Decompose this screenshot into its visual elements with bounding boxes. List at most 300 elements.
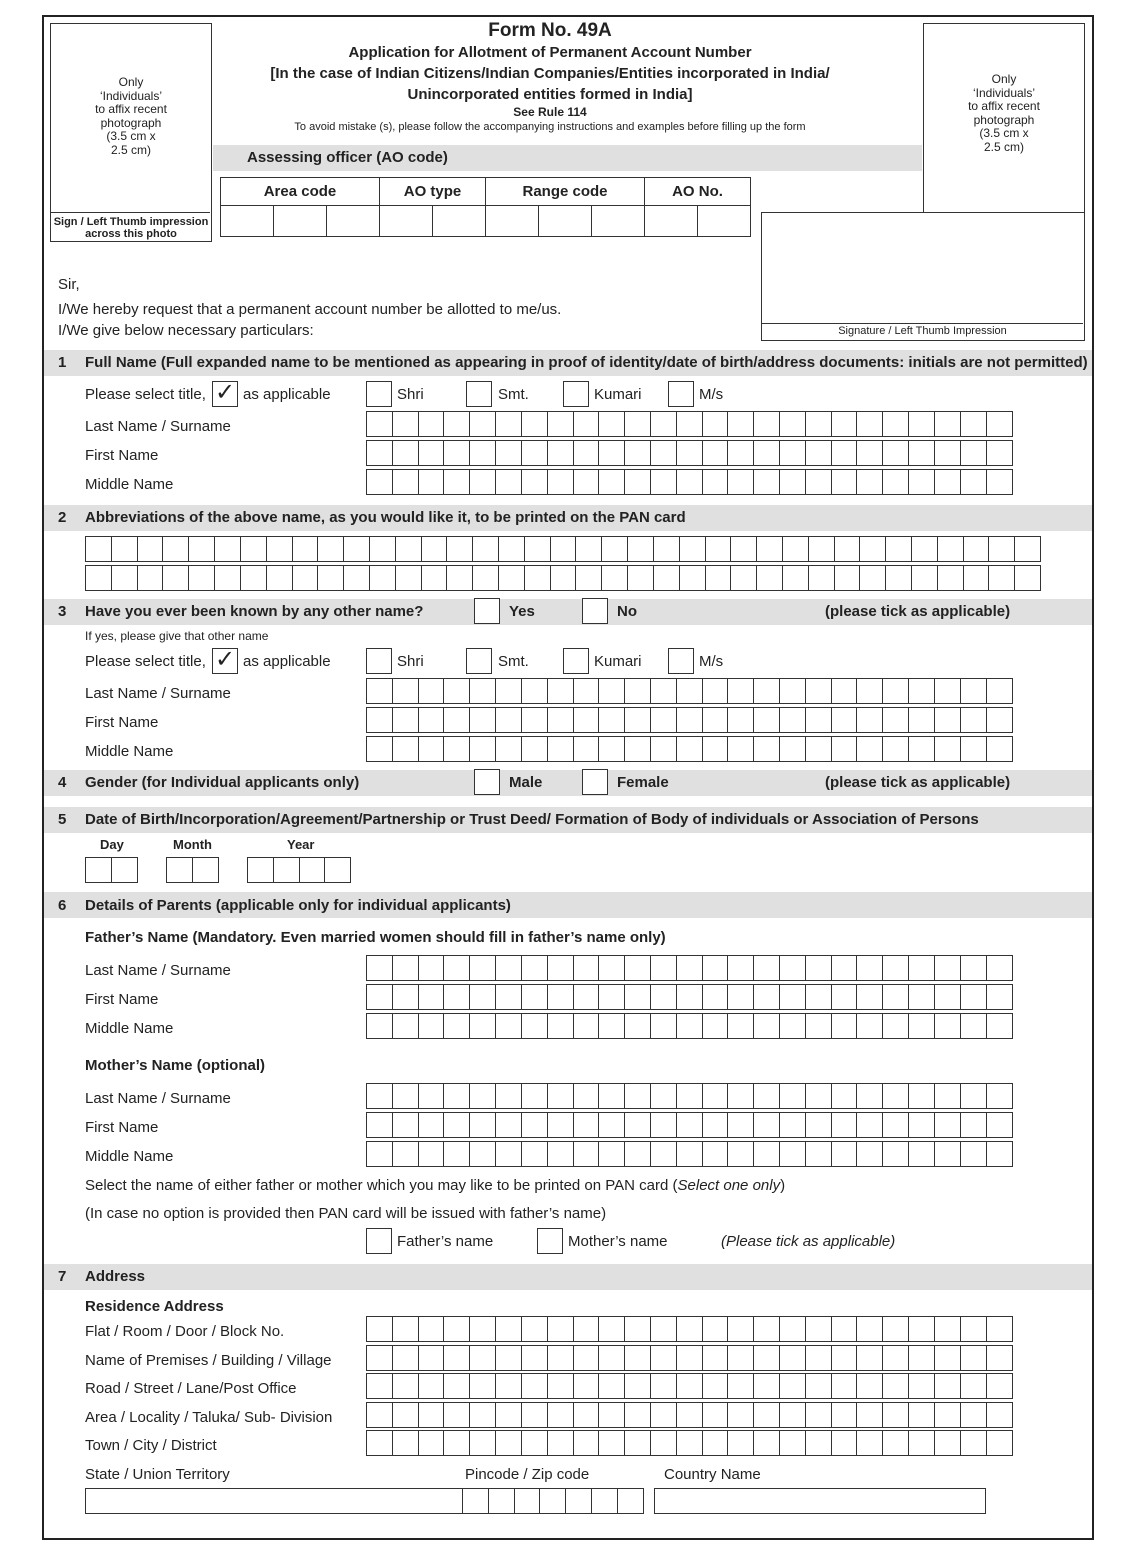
char-cell[interactable] [392, 1430, 419, 1456]
father-first-name-grid[interactable] [366, 984, 1011, 1010]
char-cell[interactable] [443, 1373, 470, 1399]
char-cell[interactable] [366, 1112, 393, 1138]
char-cell[interactable] [753, 984, 780, 1010]
char-cell[interactable] [831, 1345, 858, 1371]
char-cell[interactable] [521, 678, 548, 704]
char-cell[interactable] [624, 1112, 651, 1138]
char-cell[interactable] [624, 1402, 651, 1428]
char-cell[interactable] [495, 1345, 522, 1371]
char-cell[interactable] [624, 678, 651, 704]
char-cell[interactable] [495, 1316, 522, 1342]
char-cell[interactable] [624, 1430, 651, 1456]
char-cell[interactable] [779, 736, 806, 762]
char-cell[interactable] [547, 1013, 574, 1039]
char-cell[interactable] [446, 536, 473, 562]
char-cell[interactable] [650, 411, 677, 437]
char-cell[interactable] [908, 1345, 935, 1371]
char-cell[interactable] [805, 1112, 832, 1138]
char-cell[interactable] [418, 1112, 445, 1138]
char-cell[interactable] [934, 736, 961, 762]
char-cell[interactable] [624, 440, 651, 466]
char-cell[interactable] [650, 736, 677, 762]
char-cell[interactable] [908, 469, 935, 495]
char-cell[interactable] [934, 1013, 961, 1039]
char-cell[interactable] [934, 1112, 961, 1138]
char-cell[interactable] [908, 955, 935, 981]
char-cell[interactable] [960, 955, 987, 981]
char-cell[interactable] [934, 678, 961, 704]
dob-day-grid[interactable] [85, 857, 137, 883]
char-cell[interactable] [575, 565, 602, 591]
char-cell[interactable] [598, 1112, 625, 1138]
char-cell[interactable] [650, 1013, 677, 1039]
char-cell[interactable] [418, 1316, 445, 1342]
char-cell[interactable] [624, 411, 651, 437]
char-cell[interactable] [831, 1141, 858, 1167]
char-cell[interactable] [469, 1402, 496, 1428]
other-middle-name-grid[interactable] [366, 736, 1011, 762]
first-name-grid[interactable] [366, 440, 1011, 466]
char-cell[interactable] [573, 1083, 600, 1109]
char-cell[interactable] [495, 1402, 522, 1428]
char-cell[interactable] [324, 857, 351, 883]
char-cell[interactable] [856, 1083, 883, 1109]
char-cell[interactable] [443, 411, 470, 437]
char-cell[interactable] [702, 955, 729, 981]
char-cell[interactable] [192, 857, 219, 883]
char-cell[interactable] [1014, 536, 1041, 562]
char-cell[interactable] [443, 736, 470, 762]
char-cell[interactable] [831, 1316, 858, 1342]
char-cell[interactable] [469, 1141, 496, 1167]
char-cell[interactable] [591, 1488, 618, 1514]
char-cell[interactable] [137, 565, 164, 591]
char-cell[interactable] [547, 678, 574, 704]
char-cell[interactable] [573, 411, 600, 437]
char-cell[interactable] [831, 1083, 858, 1109]
char-cell[interactable] [882, 678, 909, 704]
char-cell[interactable] [831, 1112, 858, 1138]
flat-grid[interactable] [366, 1316, 1011, 1342]
char-cell[interactable] [856, 1316, 883, 1342]
char-cell[interactable] [418, 678, 445, 704]
mother-first-name-grid[interactable] [366, 1112, 1011, 1138]
char-cell[interactable] [521, 1316, 548, 1342]
char-cell[interactable] [469, 1316, 496, 1342]
char-cell[interactable] [963, 536, 990, 562]
char-cell[interactable] [598, 440, 625, 466]
char-cell[interactable] [650, 955, 677, 981]
char-cell[interactable] [392, 411, 419, 437]
char-cell[interactable] [831, 1430, 858, 1456]
char-cell[interactable] [676, 1402, 703, 1428]
char-cell[interactable] [495, 984, 522, 1010]
char-cell[interactable] [469, 736, 496, 762]
char-cell[interactable] [421, 536, 448, 562]
char-cell[interactable] [805, 469, 832, 495]
char-cell[interactable] [653, 565, 680, 591]
char-cell[interactable] [547, 1430, 574, 1456]
char-cell[interactable] [753, 1083, 780, 1109]
char-cell[interactable] [986, 955, 1013, 981]
char-cell[interactable] [756, 536, 783, 562]
ao-cell[interactable] [486, 206, 539, 237]
char-cell[interactable] [960, 1083, 987, 1109]
char-cell[interactable] [366, 1141, 393, 1167]
char-cell[interactable] [495, 1141, 522, 1167]
char-cell[interactable] [627, 565, 654, 591]
char-cell[interactable] [805, 678, 832, 704]
char-cell[interactable] [573, 1013, 600, 1039]
print-fathers-name-checkbox[interactable] [366, 1228, 392, 1254]
char-cell[interactable] [960, 1402, 987, 1428]
char-cell[interactable] [679, 565, 706, 591]
char-cell[interactable] [521, 1112, 548, 1138]
char-cell[interactable] [443, 707, 470, 733]
char-cell[interactable] [650, 469, 677, 495]
char-cell[interactable] [805, 955, 832, 981]
char-cell[interactable] [547, 1316, 574, 1342]
father-middle-name-grid[interactable] [366, 1013, 1011, 1039]
char-cell[interactable] [676, 411, 703, 437]
char-cell[interactable] [908, 984, 935, 1010]
char-cell[interactable] [443, 955, 470, 981]
char-cell[interactable] [369, 536, 396, 562]
char-cell[interactable] [779, 411, 806, 437]
char-cell[interactable] [469, 1430, 496, 1456]
char-cell[interactable] [934, 955, 961, 981]
char-cell[interactable] [937, 536, 964, 562]
char-cell[interactable] [882, 1316, 909, 1342]
char-cell[interactable] [598, 1083, 625, 1109]
char-cell[interactable] [882, 707, 909, 733]
char-cell[interactable] [705, 536, 732, 562]
title-smt-checkbox[interactable] [466, 381, 492, 407]
char-cell[interactable] [934, 469, 961, 495]
char-cell[interactable] [418, 440, 445, 466]
char-cell[interactable] [882, 984, 909, 1010]
char-cell[interactable] [856, 1373, 883, 1399]
char-cell[interactable] [856, 1345, 883, 1371]
char-cell[interactable] [882, 1112, 909, 1138]
char-cell[interactable] [598, 736, 625, 762]
char-cell[interactable] [960, 1112, 987, 1138]
father-last-name-grid[interactable] [366, 955, 1011, 981]
char-cell[interactable] [392, 1373, 419, 1399]
char-cell[interactable] [214, 536, 241, 562]
char-cell[interactable] [831, 984, 858, 1010]
char-cell[interactable] [575, 536, 602, 562]
char-cell[interactable] [986, 1141, 1013, 1167]
char-cell[interactable] [392, 1013, 419, 1039]
char-cell[interactable] [521, 1430, 548, 1456]
other-title-smt-checkbox[interactable] [466, 648, 492, 674]
other-first-name-grid[interactable] [366, 707, 1011, 733]
char-cell[interactable] [392, 678, 419, 704]
char-cell[interactable] [779, 1430, 806, 1456]
char-cell[interactable] [366, 1430, 393, 1456]
char-cell[interactable] [908, 1083, 935, 1109]
char-cell[interactable] [598, 955, 625, 981]
char-cell[interactable] [547, 955, 574, 981]
char-cell[interactable] [960, 1141, 987, 1167]
char-cell[interactable] [960, 678, 987, 704]
char-cell[interactable] [753, 1373, 780, 1399]
char-cell[interactable] [753, 955, 780, 981]
char-cell[interactable] [650, 1373, 677, 1399]
char-cell[interactable] [885, 536, 912, 562]
char-cell[interactable] [366, 984, 393, 1010]
char-cell[interactable] [882, 1141, 909, 1167]
char-cell[interactable] [834, 536, 861, 562]
char-cell[interactable] [443, 1402, 470, 1428]
char-cell[interactable] [85, 536, 112, 562]
dob-month-grid[interactable] [166, 857, 218, 883]
char-cell[interactable] [521, 955, 548, 981]
char-cell[interactable] [624, 469, 651, 495]
char-cell[interactable] [462, 1488, 489, 1514]
char-cell[interactable] [495, 1083, 522, 1109]
ao-cell[interactable] [221, 206, 274, 237]
char-cell[interactable] [266, 536, 293, 562]
char-cell[interactable] [676, 1013, 703, 1039]
char-cell[interactable] [986, 1345, 1013, 1371]
char-cell[interactable] [963, 565, 990, 591]
char-cell[interactable] [650, 1141, 677, 1167]
char-cell[interactable] [908, 1141, 935, 1167]
char-cell[interactable] [443, 1013, 470, 1039]
char-cell[interactable] [730, 565, 757, 591]
char-cell[interactable] [111, 565, 138, 591]
char-cell[interactable] [392, 707, 419, 733]
char-cell[interactable] [753, 1430, 780, 1456]
char-cell[interactable] [443, 1141, 470, 1167]
char-cell[interactable] [779, 707, 806, 733]
char-cell[interactable] [418, 1373, 445, 1399]
char-cell[interactable] [882, 1373, 909, 1399]
char-cell[interactable] [934, 1141, 961, 1167]
char-cell[interactable] [856, 1141, 883, 1167]
char-cell[interactable] [418, 1345, 445, 1371]
char-cell[interactable] [488, 1488, 515, 1514]
char-cell[interactable] [831, 1402, 858, 1428]
char-cell[interactable] [882, 1402, 909, 1428]
char-cell[interactable] [753, 1112, 780, 1138]
print-mothers-name-checkbox[interactable] [537, 1228, 563, 1254]
char-cell[interactable] [882, 955, 909, 981]
char-cell[interactable] [934, 984, 961, 1010]
char-cell[interactable] [808, 536, 835, 562]
char-cell[interactable] [650, 1316, 677, 1342]
char-cell[interactable] [676, 469, 703, 495]
char-cell[interactable] [524, 536, 551, 562]
char-cell[interactable] [292, 565, 319, 591]
char-cell[interactable] [882, 736, 909, 762]
other-name-yes-checkbox[interactable] [474, 598, 500, 624]
char-cell[interactable] [986, 469, 1013, 495]
char-cell[interactable] [986, 1316, 1013, 1342]
char-cell[interactable] [524, 565, 551, 591]
char-cell[interactable] [753, 678, 780, 704]
other-last-name-grid[interactable] [366, 678, 1011, 704]
char-cell[interactable] [539, 1488, 566, 1514]
char-cell[interactable] [908, 1112, 935, 1138]
char-cell[interactable] [573, 707, 600, 733]
char-cell[interactable] [986, 984, 1013, 1010]
char-cell[interactable] [831, 1373, 858, 1399]
char-cell[interactable] [366, 1373, 393, 1399]
country-field[interactable] [654, 1488, 986, 1514]
char-cell[interactable] [521, 1083, 548, 1109]
char-cell[interactable] [598, 984, 625, 1010]
char-cell[interactable] [627, 536, 654, 562]
title-ms-checkbox[interactable] [668, 381, 694, 407]
char-cell[interactable] [753, 411, 780, 437]
char-cell[interactable] [521, 984, 548, 1010]
area-grid[interactable] [366, 1402, 1011, 1428]
photo-box-left[interactable] [50, 23, 212, 242]
char-cell[interactable] [469, 411, 496, 437]
ao-cell[interactable] [433, 206, 486, 237]
char-cell[interactable] [676, 1316, 703, 1342]
char-cell[interactable] [702, 1013, 729, 1039]
char-cell[interactable] [702, 1402, 729, 1428]
char-cell[interactable] [598, 411, 625, 437]
char-cell[interactable] [247, 857, 274, 883]
char-cell[interactable] [573, 1112, 600, 1138]
char-cell[interactable] [137, 536, 164, 562]
char-cell[interactable] [166, 857, 193, 883]
char-cell[interactable] [317, 565, 344, 591]
char-cell[interactable] [805, 411, 832, 437]
char-cell[interactable] [805, 1402, 832, 1428]
char-cell[interactable] [214, 565, 241, 591]
char-cell[interactable] [240, 565, 267, 591]
char-cell[interactable] [550, 565, 577, 591]
char-cell[interactable] [882, 1430, 909, 1456]
char-cell[interactable] [443, 678, 470, 704]
char-cell[interactable] [366, 678, 393, 704]
char-cell[interactable] [598, 678, 625, 704]
char-cell[interactable] [856, 678, 883, 704]
char-cell[interactable] [753, 1345, 780, 1371]
char-cell[interactable] [934, 1402, 961, 1428]
char-cell[interactable] [727, 1430, 754, 1456]
char-cell[interactable] [960, 1430, 987, 1456]
char-cell[interactable] [1014, 565, 1041, 591]
char-cell[interactable] [986, 736, 1013, 762]
char-cell[interactable] [418, 1141, 445, 1167]
char-cell[interactable] [885, 565, 912, 591]
middle-name-grid[interactable] [366, 469, 1011, 495]
char-cell[interactable] [727, 1013, 754, 1039]
char-cell[interactable] [547, 1373, 574, 1399]
char-cell[interactable] [782, 565, 809, 591]
char-cell[interactable] [986, 1083, 1013, 1109]
char-cell[interactable] [366, 469, 393, 495]
char-cell[interactable] [573, 469, 600, 495]
char-cell[interactable] [469, 440, 496, 466]
abbreviation-grid-2[interactable] [85, 565, 1040, 591]
char-cell[interactable] [366, 411, 393, 437]
char-cell[interactable] [469, 1112, 496, 1138]
char-cell[interactable] [753, 1402, 780, 1428]
char-cell[interactable] [702, 440, 729, 466]
char-cell[interactable] [266, 565, 293, 591]
char-cell[interactable] [702, 1316, 729, 1342]
char-cell[interactable] [753, 1316, 780, 1342]
char-cell[interactable] [573, 736, 600, 762]
premises-grid[interactable] [366, 1345, 1011, 1371]
char-cell[interactable] [727, 411, 754, 437]
char-cell[interactable] [808, 565, 835, 591]
char-cell[interactable] [988, 536, 1015, 562]
char-cell[interactable] [805, 1430, 832, 1456]
char-cell[interactable] [856, 1402, 883, 1428]
char-cell[interactable] [753, 736, 780, 762]
char-cell[interactable] [831, 411, 858, 437]
other-name-no-checkbox[interactable] [582, 598, 608, 624]
char-cell[interactable] [676, 440, 703, 466]
char-cell[interactable] [859, 536, 886, 562]
char-cell[interactable] [418, 736, 445, 762]
char-cell[interactable] [779, 984, 806, 1010]
char-cell[interactable] [650, 1345, 677, 1371]
char-cell[interactable] [292, 536, 319, 562]
char-cell[interactable] [676, 984, 703, 1010]
char-cell[interactable] [395, 536, 422, 562]
char-cell[interactable] [779, 1402, 806, 1428]
char-cell[interactable] [882, 440, 909, 466]
char-cell[interactable] [85, 565, 112, 591]
char-cell[interactable] [299, 857, 326, 883]
char-cell[interactable] [624, 1013, 651, 1039]
char-cell[interactable] [392, 1316, 419, 1342]
char-cell[interactable] [753, 440, 780, 466]
photo-box-right[interactable] [923, 23, 1085, 213]
char-cell[interactable] [676, 955, 703, 981]
char-cell[interactable] [831, 736, 858, 762]
char-cell[interactable] [550, 536, 577, 562]
ao-cell[interactable] [698, 206, 751, 237]
char-cell[interactable] [547, 1402, 574, 1428]
char-cell[interactable] [573, 1373, 600, 1399]
char-cell[interactable] [856, 1013, 883, 1039]
char-cell[interactable] [547, 1345, 574, 1371]
char-cell[interactable] [882, 1083, 909, 1109]
char-cell[interactable] [882, 1345, 909, 1371]
char-cell[interactable] [960, 1013, 987, 1039]
char-cell[interactable] [521, 469, 548, 495]
char-cell[interactable] [343, 565, 370, 591]
char-cell[interactable] [859, 565, 886, 591]
char-cell[interactable] [779, 678, 806, 704]
char-cell[interactable] [676, 1112, 703, 1138]
char-cell[interactable] [317, 536, 344, 562]
char-cell[interactable] [498, 565, 525, 591]
char-cell[interactable] [986, 411, 1013, 437]
char-cell[interactable] [730, 536, 757, 562]
abbreviation-grid-1[interactable] [85, 536, 1040, 562]
char-cell[interactable] [882, 469, 909, 495]
char-cell[interactable] [443, 1430, 470, 1456]
char-cell[interactable] [547, 469, 574, 495]
char-cell[interactable] [960, 411, 987, 437]
char-cell[interactable] [986, 1402, 1013, 1428]
gender-male-checkbox[interactable] [474, 769, 500, 795]
char-cell[interactable] [573, 1316, 600, 1342]
char-cell[interactable] [727, 707, 754, 733]
